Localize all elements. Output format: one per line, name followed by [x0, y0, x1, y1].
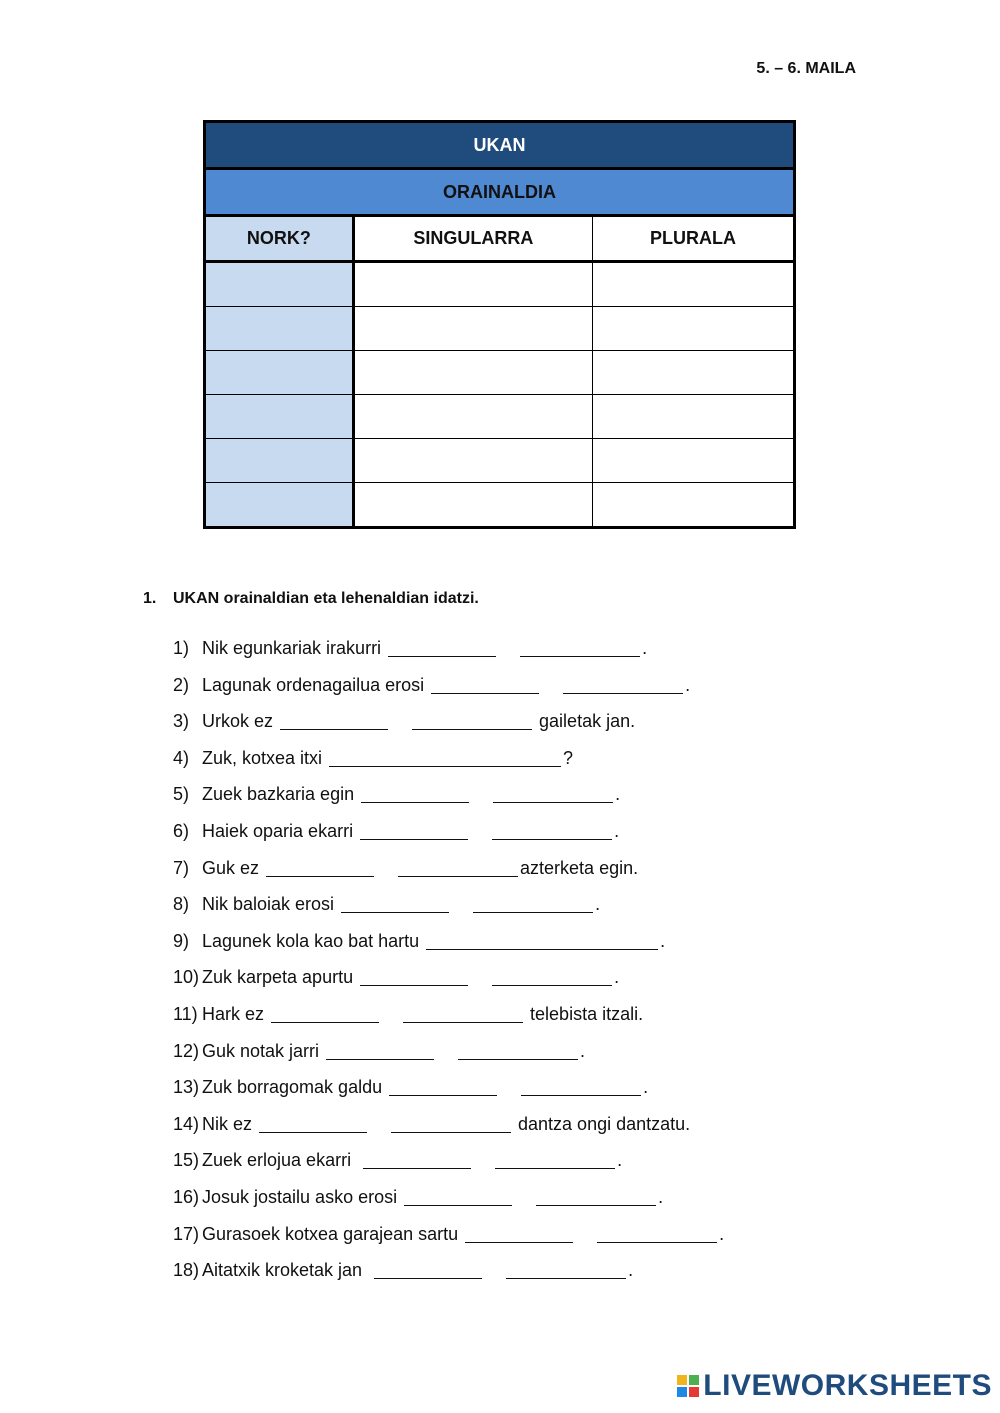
answer-blank-second[interactable] [403, 1004, 523, 1023]
answer-blank-second[interactable] [495, 1150, 615, 1169]
exercise-item [173, 1041, 724, 1078]
table-cell-singularra [353, 483, 592, 528]
answer-blank-second[interactable] [520, 638, 640, 657]
table-row [205, 307, 795, 351]
exercise-text-before: Zuek bazkaria egin [202, 784, 360, 805]
table-cell-plurala [592, 483, 794, 528]
table-body [205, 262, 795, 528]
exercise-text-after: . [685, 674, 691, 695]
exercise-number: 5) [173, 784, 190, 805]
column-header-plurala: PLURALA [592, 216, 794, 262]
answer-blank-first[interactable] [266, 858, 374, 877]
answer-blank-first[interactable] [259, 1114, 367, 1133]
exercise-text-before: Urkok ez [202, 711, 279, 732]
exercise-number: 1) [173, 638, 190, 658]
column-header-singularra: SINGULARRA [353, 216, 592, 262]
answer-input-nork[interactable] [206, 351, 352, 394]
answer-blank-second[interactable] [492, 967, 612, 986]
answer-blank-first[interactable] [388, 638, 496, 657]
exercise-text-before: Nik baloiak erosi [202, 894, 340, 915]
exercise-number: 17) [173, 1223, 200, 1244]
answer-input-singularra[interactable] [355, 439, 592, 482]
table-cell-singularra [353, 307, 592, 351]
logo-icon [677, 1375, 699, 1397]
table-cell-nork [205, 351, 354, 395]
exercise-text-before: Guk ez [202, 857, 265, 878]
answer-blank-first[interactable] [280, 711, 388, 730]
exercise-text-after: gailetak jan. [534, 711, 636, 732]
exercise-item [173, 711, 724, 748]
exercise-text-before: Guk notak jarri [202, 1040, 325, 1061]
ukan-conjugation-table [203, 120, 796, 529]
answer-blank-first[interactable] [465, 1224, 573, 1243]
exercise-number: 4) [173, 747, 190, 768]
exercise-number: 7) [173, 857, 190, 878]
exercise-number: 9) [173, 930, 190, 951]
exercise-item [173, 1004, 724, 1041]
exercise-text-before: Hark ez [202, 1003, 270, 1024]
table-tense: ORAINALDIA [205, 169, 795, 216]
table-cell-nork [205, 307, 354, 351]
answer-input-singularra[interactable] [355, 351, 592, 394]
exercise-number: 8) [173, 894, 190, 915]
answer-blank-second[interactable] [398, 858, 518, 877]
exercise-text-before: Josuk jostailu asko erosi [202, 1186, 403, 1207]
exercise-number: 3) [173, 711, 190, 732]
answer-blank-second[interactable] [493, 784, 613, 803]
exercise-number: 10) [173, 967, 200, 988]
exercise-item [173, 1114, 724, 1151]
answer-input-singularra[interactable] [355, 307, 592, 350]
exercise-item [173, 748, 724, 785]
exercise-text-after: . [660, 930, 666, 951]
grade-label: 5. – 6. MAILA [756, 60, 856, 77]
exercise-item [173, 894, 724, 931]
answer-input-plurala[interactable] [593, 307, 793, 350]
answer-blank-first[interactable] [341, 894, 449, 913]
answer-input-nork[interactable] [206, 263, 352, 306]
instruction [143, 590, 479, 608]
exercise-item [173, 967, 724, 1004]
table-cell-nork [205, 262, 354, 307]
exercise-text-before: Gurasoek kotxea garajean sartu [202, 1223, 464, 1244]
answer-blank-second[interactable] [391, 1114, 511, 1133]
table-cell-plurala [592, 307, 794, 351]
table-row [205, 483, 795, 528]
answer-input-singularra[interactable] [355, 483, 592, 526]
exercise-text-before: Aitatxik kroketak jan [202, 1260, 373, 1281]
exercise-number: 2) [173, 674, 190, 695]
table-cell-nork [205, 395, 354, 439]
answer-input-nork[interactable] [206, 483, 352, 526]
answer-blank-first[interactable] [361, 784, 469, 803]
exercise-number: 11) [173, 1003, 198, 1024]
exercise-text-before: Zuk, kotxea itxi [202, 747, 328, 768]
exercise-text-after: . [642, 638, 648, 658]
exercise-text-after: dantza ongi dantzatu. [513, 1113, 691, 1134]
table-cell-plurala [592, 439, 794, 483]
exercise-item [173, 821, 724, 858]
exercise-text-after: . [658, 1186, 664, 1207]
exercise-number: 18) [173, 1260, 200, 1281]
answer-input-singularra[interactable] [355, 263, 592, 306]
exercise-text-after: . [719, 1223, 725, 1244]
answer-blank-second[interactable] [536, 1187, 656, 1206]
column-header-nork: NORK? [205, 216, 354, 262]
exercise-text-after: ? [563, 747, 574, 768]
table-cell-plurala [592, 262, 794, 307]
exercise-item [173, 1077, 724, 1114]
exercise-text-after: . [580, 1040, 586, 1061]
exercise-text-after: azterketa egin. [520, 857, 639, 878]
answer-blank-second[interactable] [506, 1260, 626, 1279]
exercise-item [173, 858, 724, 895]
answer-input-plurala[interactable] [593, 439, 793, 482]
instruction-number: 1. [143, 590, 157, 607]
answer-blank-first[interactable] [363, 1150, 471, 1169]
table-cell-singularra [353, 351, 592, 395]
exercise-number: 16) [173, 1186, 200, 1207]
answer-input-plurala[interactable] [593, 351, 793, 394]
exercise-text-before: Zuek erlojua ekarri [202, 1150, 362, 1171]
table-cell-plurala [592, 395, 794, 439]
exercise-text-after: . [614, 820, 620, 841]
exercise-text-before: Lagunak ordenagailua erosi [202, 674, 430, 695]
answer-blank-second[interactable] [473, 894, 593, 913]
exercise-text-after: . [617, 1150, 623, 1171]
answer-blank-second[interactable] [412, 711, 532, 730]
table-row [205, 262, 795, 307]
instruction-text: UKAN orainaldian eta lehenaldian idatzi. [173, 590, 479, 607]
exercise-item [173, 675, 724, 712]
answer-blank-long[interactable] [329, 748, 561, 767]
exercise-text-after: . [614, 967, 620, 988]
table-cell-singularra [353, 439, 592, 483]
table-row [205, 351, 795, 395]
answer-blank-first[interactable] [404, 1187, 512, 1206]
exercise-text-after: telebista itzali. [525, 1003, 644, 1024]
exercise-list [173, 638, 724, 1297]
exercise-text-after: . [628, 1260, 634, 1281]
exercise-text-before: Nik ez [202, 1113, 258, 1134]
answer-input-singularra[interactable] [355, 395, 592, 438]
exercise-text-before: Nik egunkariak irakurri [202, 638, 387, 658]
table-cell-nork [205, 483, 354, 528]
exercise-item [173, 931, 724, 968]
table-cell-singularra [353, 395, 592, 439]
table-title: UKAN [205, 122, 795, 169]
answer-blank-second[interactable] [492, 821, 612, 840]
exercise-number: 6) [173, 820, 190, 841]
answer-input-plurala[interactable] [593, 483, 793, 526]
liveworksheets-logo [677, 1369, 992, 1403]
answer-blank-first[interactable] [431, 675, 539, 694]
answer-input-nork[interactable] [206, 307, 352, 350]
exercise-item [173, 1260, 724, 1297]
exercise-text-before: Haiek oparia ekarri [202, 820, 359, 841]
table-cell-plurala [592, 351, 794, 395]
exercise-item [173, 638, 724, 675]
answer-input-plurala[interactable] [593, 263, 793, 306]
answer-blank-second[interactable] [521, 1077, 641, 1096]
exercise-text-before: Zuk karpeta apurtu [202, 967, 359, 988]
table-cell-nork [205, 439, 354, 483]
exercise-text-before: Zuk borragomak galdu [202, 1077, 388, 1098]
table-cell-singularra [353, 262, 592, 307]
answer-blank-second[interactable] [563, 675, 683, 694]
answer-blank-first[interactable] [374, 1260, 482, 1279]
answer-blank-first[interactable] [326, 1041, 434, 1060]
exercise-text-after: . [615, 784, 621, 805]
exercise-item [173, 1224, 724, 1261]
exercise-number: 14) [173, 1113, 200, 1134]
exercise-item [173, 1187, 724, 1224]
exercise-number: 13) [173, 1077, 200, 1098]
answer-input-plurala[interactable] [593, 395, 793, 438]
exercise-text-before: Lagunek kola kao bat hartu [202, 930, 425, 951]
exercise-item [173, 1150, 724, 1187]
answer-input-nork[interactable] [206, 439, 352, 482]
answer-blank-second[interactable] [597, 1224, 717, 1243]
exercise-text-after: . [595, 894, 601, 915]
table-row [205, 395, 795, 439]
exercise-text-after: . [643, 1077, 649, 1098]
answer-blank-first[interactable] [389, 1077, 497, 1096]
answer-blank-first[interactable] [360, 967, 468, 986]
exercise-item [173, 784, 724, 821]
answer-blank-second[interactable] [458, 1041, 578, 1060]
answer-blank-long[interactable] [426, 931, 658, 950]
exercise-number: 12) [173, 1040, 200, 1061]
answer-blank-first[interactable] [271, 1004, 379, 1023]
answer-input-nork[interactable] [206, 395, 352, 438]
table-row [205, 439, 795, 483]
logo-text: LIVEWORKSHEETS [703, 1369, 992, 1402]
answer-blank-first[interactable] [360, 821, 468, 840]
exercise-number: 15) [173, 1150, 200, 1171]
